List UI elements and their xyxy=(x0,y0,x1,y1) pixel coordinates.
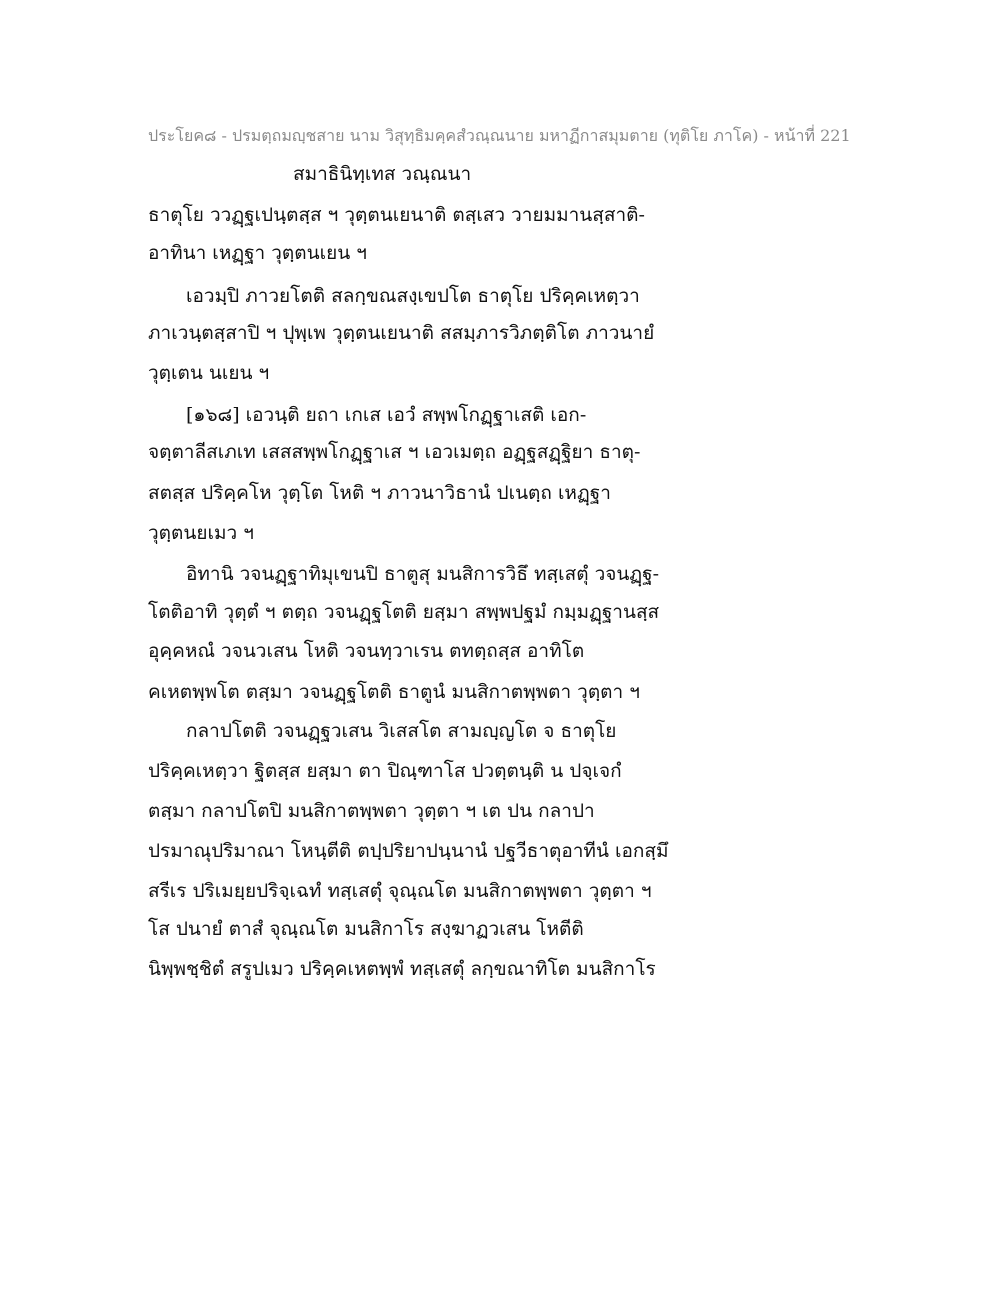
running-header: ประโยค๘ - ปรมตฺถมญฺชสาย นาม วิสุทฺธิมคฺคสํวณฺณนาย มหาฏีกาสมุมตาย (ทุติโย ภาโค) - หน้าที่ 221 xyxy=(148,126,851,145)
body-line: อิทานิ วจนฏฺฐาทิมุเขนปิ ธาตูสุ มนสิการวิธึ ทสฺเสตุํ วจนฏฺฐ- xyxy=(186,563,660,585)
body-line: อาทินา เหฏฺฐา วุตฺตนเยน ฯ xyxy=(148,242,367,264)
body-line: จตฺตาลีสเภเท เสสสพฺพโกฏฺฐาเส ฯ เอวเมตฺถ อฏฺฐสฏฺฐิยา ธาตุ- xyxy=(148,441,641,463)
body-line: โตติอาทิ วุตฺตํ ฯ ตตฺถ วจนฏฺฐโตติ ยสฺมา สพฺพปฐมํ กมฺมฏฺฐานสฺส xyxy=(148,601,660,623)
body-line: ปริคฺคเหตฺวา ฐิตสฺส ยสฺมา ตา ปิณฺฑาโส ปวตฺตนฺติ น ปจฺเจกํ xyxy=(148,760,622,782)
body-line: สรีเร ปริเมยฺยปริจฺเฉทํ ทสฺเสตุํ จุณฺณโต มนสิกาตพฺพตา วุตฺตา ฯ xyxy=(148,880,652,902)
body-line: ตสฺมา กลาปโตปิ มนสิกาตพฺพตา วุตฺตา ฯ เต ปน กลาปา xyxy=(148,800,595,822)
body-line: ปรมาณุปริมาณา โหนฺตีติ ตปฺปริยาปนฺนานํ ปฐวีธาตุอาทีนํ เอกสฺมึ xyxy=(148,840,669,862)
body-line: นิพฺพชฺชิตํ สรูปเมว ปริคฺคเหตพฺพํ ทสฺเสตุํ ลกฺขณาทิโต มนสิกาโร xyxy=(148,958,656,980)
section-title: สมาธินิทฺเทส วณฺณนา xyxy=(293,163,472,185)
body-line: กลาปโตติ วจนฏฺฐวเสน วิเสสโต สามญฺญโต จ ธาตุโย xyxy=(186,720,617,742)
body-line: วุตฺตนยเมว ฯ xyxy=(148,522,254,544)
body-line: คเหตพฺพโต ตสฺมา วจนฏฺฐโตติ ธาตูนํ มนสิกาตพฺพตา วุตฺตา ฯ xyxy=(148,681,640,703)
body-line: วุตฺเตน นเยน ฯ xyxy=(148,362,270,384)
body-line: โส ปนายํ ตาสํ จุณฺณโต มนสิกาโร สงฺฆาฏวเสน โหตีติ xyxy=(148,918,584,940)
body-line: ภาเวนฺตสฺสาปิ ฯ ปุพฺเพ วุตฺตนเยนาติ สสมฺภารวิภตฺติโต ภาวนายํ xyxy=(148,322,655,344)
body-line: สตสฺส ปริคฺคโห วุตฺโต โหติ ฯ ภาวนาวิธานํ ปเนตฺถ เหฏฺฐา xyxy=(148,482,611,504)
body-line: ธาตุโย ววฏฺฐเปนฺตสฺส ฯ วุตฺตนเยนาติ ตสฺเสว วายมมานสฺสาติ- xyxy=(148,204,645,226)
body-line: อุคฺคหณํ วจนวเสน โหติ วจนทฺวาเรน ตทตฺถสฺส อาทิโต xyxy=(148,640,585,662)
body-line: เอวมฺปิ ภาวยโตติ สลกฺขณสงฺเขปโต ธาตุโย ปริคฺคเหตฺวา xyxy=(186,285,640,307)
body-line: [๑๖๘] เอวนฺติ ยถา เกเส เอวํ สพฺพโกฏฺฐาเสติ เอก- xyxy=(186,404,587,426)
